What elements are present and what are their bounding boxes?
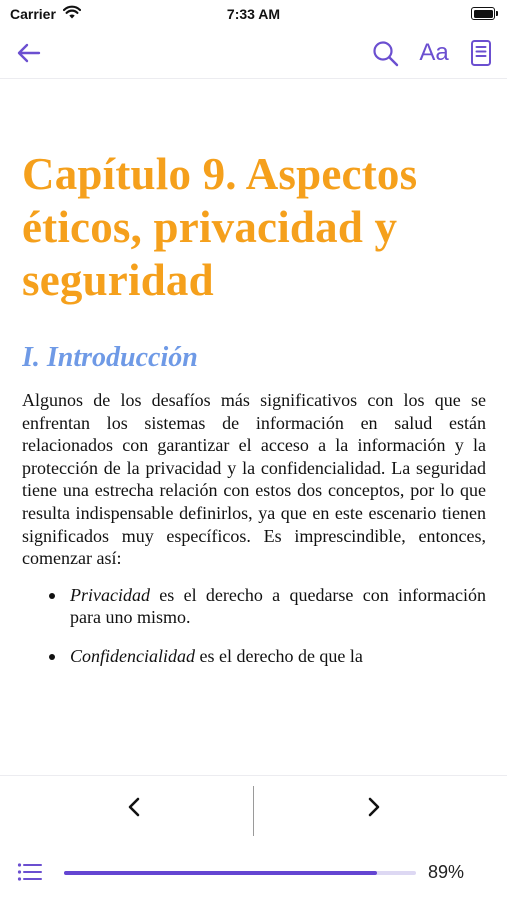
reading-content <box>22 78 486 773</box>
definition-term: Confidencialidad <box>70 645 195 666</box>
clock: 7:33 AM <box>226 6 281 22</box>
body-paragraph: Algunos de los desafíos más significativos con los que se enfrentan los sistemas de información en salud están relacionados con garantizar el acceso a la información y la protección de la privacidad y la confidencialidad. La seguridad tiene una estrecha relación con estos dos conceptos, por lo que resulta indispensable definirlos, ya que en este escenario tienen significados muy específicos. Es imprescindible, entonces, comenzar así: <box>22 390 486 569</box>
section-title: I. Introducción <box>22 342 198 373</box>
battery-icon <box>471 7 497 20</box>
chapter-title: Capítulo 9. Aspectos éticos, privacidad y seguridad <box>22 149 418 305</box>
bullet-dot <box>49 593 55 599</box>
chevron-right-icon[interactable] <box>361 794 387 820</box>
definition-list <box>22 584 486 668</box>
search-icon[interactable] <box>370 38 400 68</box>
pager-divider <box>253 786 254 836</box>
chevron-left-icon[interactable] <box>121 794 147 820</box>
progress-fill <box>64 871 377 875</box>
page-navigation <box>0 775 507 836</box>
reading-progress <box>0 835 507 900</box>
reader-toolbar <box>0 28 507 79</box>
status-bar <box>0 0 507 28</box>
list-icon[interactable] <box>17 862 43 882</box>
bullet-dot <box>49 654 55 660</box>
list-item <box>22 584 486 629</box>
carrier-label: Carrier <box>10 6 56 22</box>
list-item <box>22 645 486 668</box>
bookmark-icon[interactable] <box>466 38 496 68</box>
progress-percent: 89% <box>428 862 465 882</box>
arrow-left-icon[interactable] <box>14 38 44 68</box>
progress-slider[interactable] <box>64 871 416 875</box>
definition-term: Privacidad <box>70 584 150 605</box>
definition-text: es el derecho a quedarse con información para uno mismo. <box>70 584 486 628</box>
font-settings-icon[interactable]: Aa <box>419 39 449 66</box>
definition-text: es el derecho de que la <box>195 645 363 666</box>
